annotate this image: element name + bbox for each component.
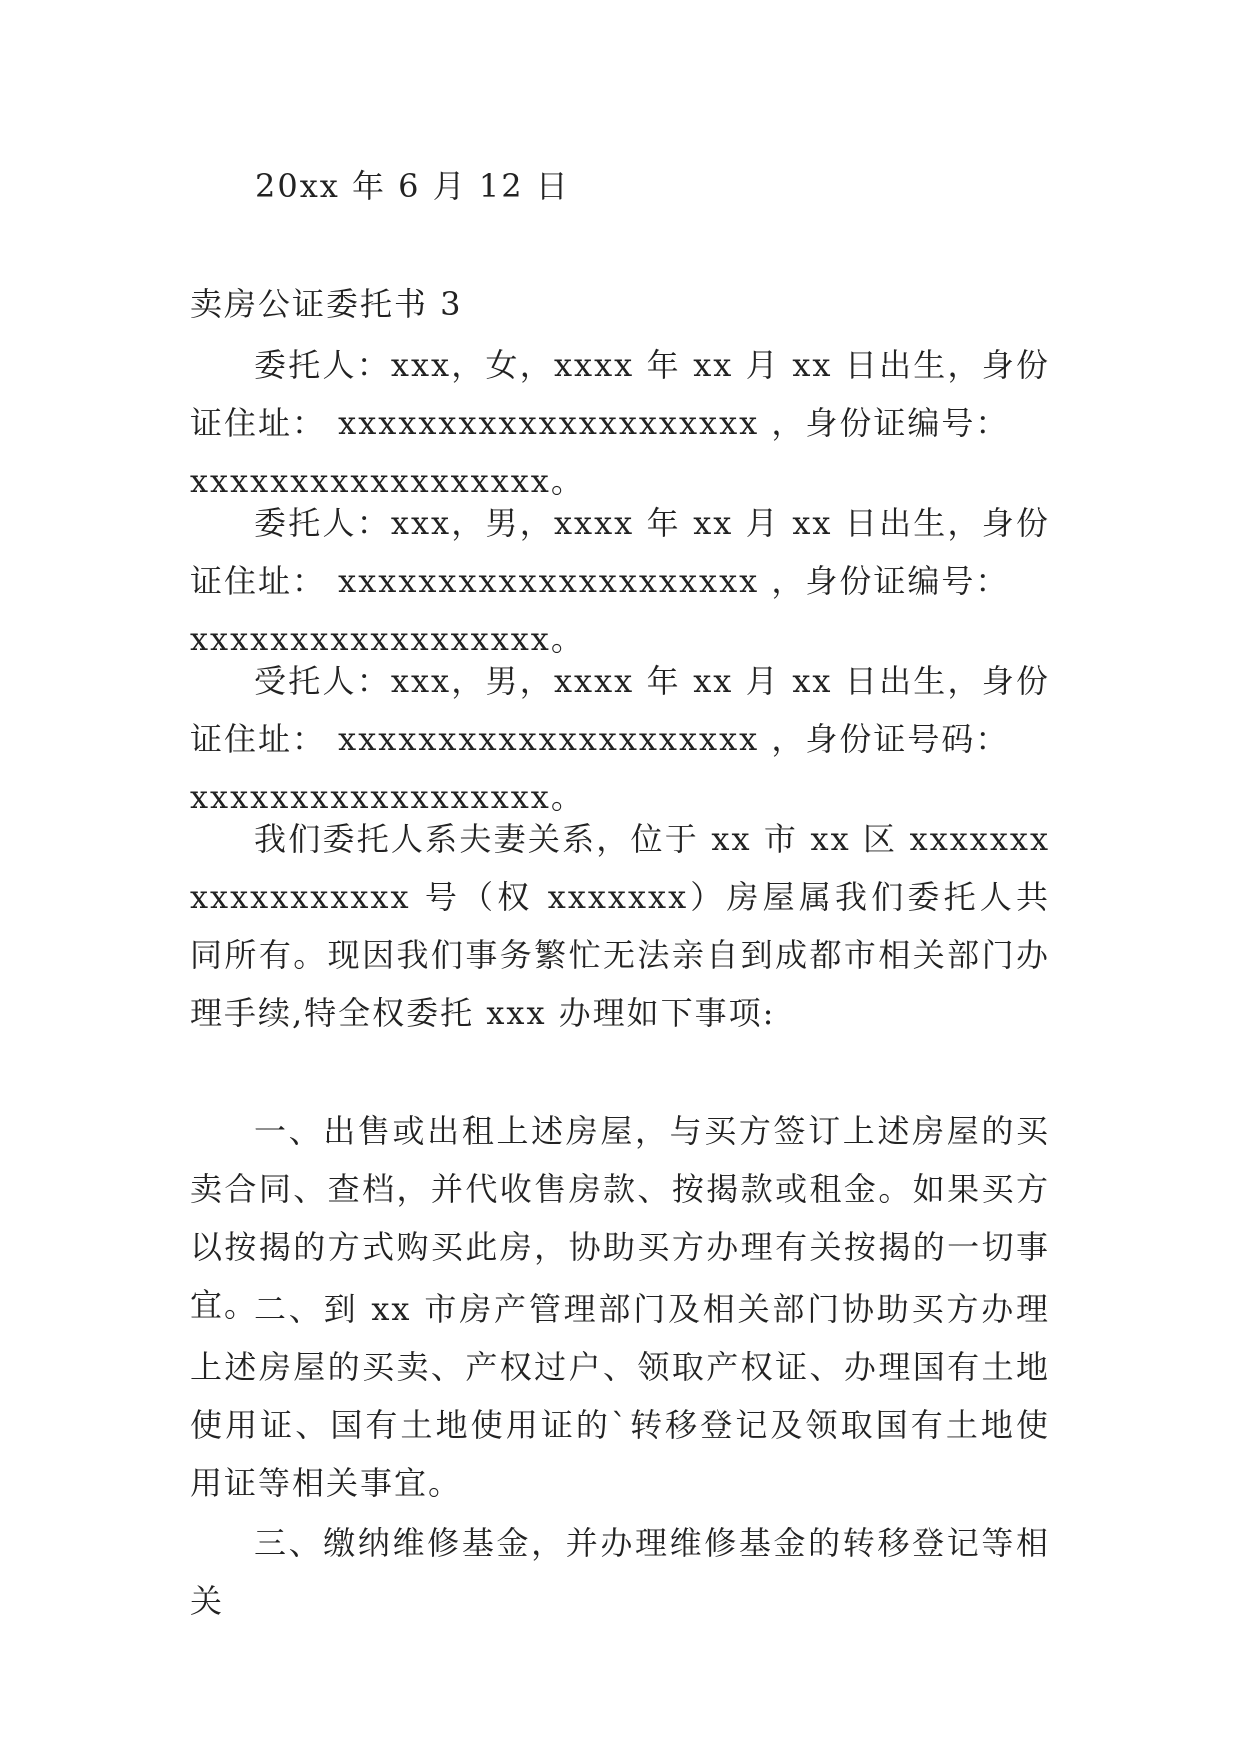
principal-2-block — [190, 494, 1050, 668]
principal-2-intro: 委托人：xxx，男，xxxx 年 xx 月 xx 日出生，身份证住址： xxxxxxxxxxxxxxxxxxxxx ，身份证编号： — [190, 504, 1050, 600]
principal-1-paragraph — [190, 336, 1050, 510]
principal-1-intro: 委托人：xxx，女，xxxx 年 xx 月 xx 日出生，身份证住址： xxxxxxxxxxxxxxxxxxxxx ，身份证编号： — [190, 346, 1050, 442]
principal-1-block — [190, 336, 1050, 510]
document-date: 20xx 年 6 月 12 日 — [255, 167, 570, 205]
principal-1-id-value: xxxxxxxxxxxxxxxxxx。 — [190, 462, 585, 500]
agent-intro: 受托人：xxx，男，xxxx 年 xx 月 xx 日出生，身份证住址： xxxxxxxxxxxxxxxxxxxxx ，身份证号码： — [190, 662, 1050, 758]
principal-2-paragraph — [190, 494, 1050, 668]
item-2-block — [190, 1280, 1050, 1512]
statement-paragraph: 我们委托人系夫妻关系，位于 xx 市 xx 区 xxxxxxxxxxxxxxxxxx 号（权 xxxxxxx）房屋属我们委托人共同所有。现因我们事务繁忙无法亲自到成都市相关部门办理手续,特全权委托 xxx 办理如下事项: — [190, 820, 1050, 1032]
agent-id-value: xxxxxxxxxxxxxxxxxx。 — [190, 778, 585, 816]
item-1-paragraph: 一、出售或出租上述房屋，与买方签订上述房屋的买卖合同、查档，并代收售房款、按揭款或租金。如果买方以按揭的方式购买此房，协助买方办理有关按揭的一切事宜。 — [190, 1112, 1050, 1324]
statement-block — [190, 810, 1050, 1042]
item-3-paragraph: 三、缴纳维修基金，并办理维修基金的转移登记等相关 — [190, 1524, 1050, 1620]
principal-2-id-value: xxxxxxxxxxxxxxxxxx。 — [190, 620, 585, 658]
document-title: 卖房公证委托书 3 — [190, 285, 463, 323]
agent-paragraph — [190, 652, 1050, 826]
agent-block — [190, 652, 1050, 826]
item-2-paragraph: 二、到 xx 市房产管理部门及相关部门协助买方办理上述房屋的买卖、产权过户、领取产权证、办理国有土地使用证、国有土地使用证的`转移登记及领取国有土地使用证等相关事宜。 — [190, 1290, 1050, 1502]
item-3-block — [190, 1514, 1050, 1630]
